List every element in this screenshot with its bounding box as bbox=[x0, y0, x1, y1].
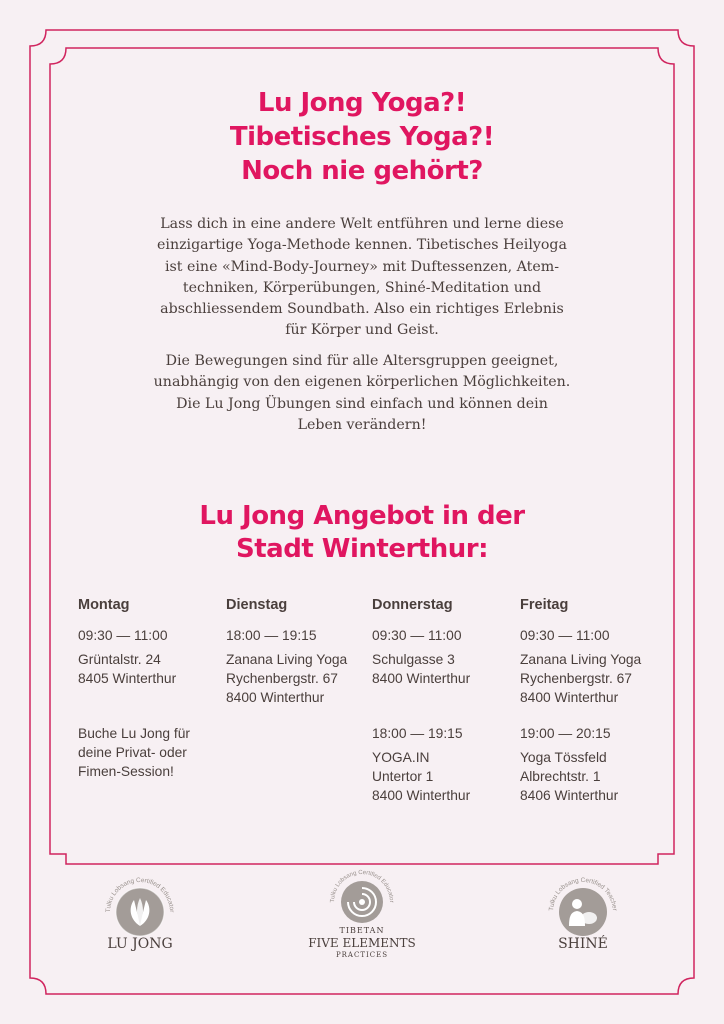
slot-time: 09:30 — 11:00 bbox=[520, 628, 610, 643]
intro-line: einzigartige Yoga-Methode kennen. Tibetisches Heilyoga bbox=[157, 237, 567, 254]
slot-time: 18:00 — 19:15 bbox=[372, 726, 463, 741]
slot-address: Yoga Tössfeld bbox=[520, 750, 607, 765]
note-line: deine Privat- oder bbox=[78, 745, 187, 760]
logo-name: SHINÉ bbox=[558, 936, 608, 952]
time-slot bbox=[372, 724, 470, 805]
slot-address: 8400 Winterthur bbox=[520, 690, 619, 705]
logo-line: FIVE ELEMENTS bbox=[308, 936, 416, 950]
slot-address: 8405 Winterthur bbox=[78, 671, 177, 686]
five-elements-logo bbox=[292, 864, 432, 974]
slot-address: 8406 Winterthur bbox=[520, 788, 619, 803]
offer-title bbox=[60, 500, 664, 566]
time-slot bbox=[520, 626, 641, 707]
slot-address: Rychenbergstr. 67 bbox=[226, 671, 338, 686]
intro-line: unabhängig von den eigenen körperlichen Möglichkeiten. bbox=[153, 374, 571, 391]
slot-address: Zanana Living Yoga bbox=[520, 652, 642, 667]
headline bbox=[60, 86, 664, 188]
time-slot bbox=[78, 626, 176, 688]
intro-line: für Körper und Geist. bbox=[285, 322, 439, 339]
slot-address: Albrechtstr. 1 bbox=[520, 769, 601, 784]
slot-address: YOGA.IN bbox=[372, 750, 430, 765]
headline-line-3: Noch nie gehört? bbox=[241, 156, 483, 186]
day-name: Dienstag bbox=[226, 597, 288, 613]
offer-title-line-1: Lu Jong Angebot in der bbox=[199, 501, 525, 531]
slot-address: Untertor 1 bbox=[372, 769, 434, 784]
booking-note bbox=[78, 724, 190, 781]
slot-address: 8400 Winterthur bbox=[372, 671, 471, 686]
slot-address: Grüntalstr. 24 bbox=[78, 652, 161, 667]
slot-time: 09:30 — 11:00 bbox=[78, 628, 168, 643]
day-name: Montag bbox=[78, 597, 130, 613]
note-line: Fimen-Session! bbox=[78, 764, 174, 779]
slot-address: 8400 Winterthur bbox=[226, 690, 325, 705]
intro-line: Lass dich in eine andere Welt entführen und lerne diese bbox=[160, 216, 564, 232]
intro-line: Die Lu Jong Übungen sind einfach und können dein bbox=[176, 395, 548, 412]
lu-jong-logo bbox=[70, 868, 210, 978]
intro-line: Die Bewegungen sind für alle Altersgruppen geeignet, bbox=[165, 353, 559, 369]
intro-line: techniken, Körperübungen, Shiné-Meditation und bbox=[182, 279, 542, 296]
intro-line: Leben verändern! bbox=[297, 416, 427, 433]
slot-time: 09:30 — 11:00 bbox=[372, 628, 462, 643]
shine-logo bbox=[513, 868, 653, 978]
day-name: Freitag bbox=[520, 597, 569, 613]
logo-line: TIBETAN bbox=[339, 926, 385, 935]
slot-address: Schulgasse 3 bbox=[372, 652, 455, 667]
intro-line: abschliessendem Soundbath. Also ein richtiges Erlebnis bbox=[160, 301, 564, 318]
slot-address: Rychenbergstr. 67 bbox=[520, 671, 632, 686]
day-name: Donnerstag bbox=[372, 597, 453, 613]
time-slot bbox=[372, 626, 470, 688]
logo-arc-text: Tulku Lobsang Certified Teacher bbox=[547, 876, 618, 912]
headline-line-1: Lu Jong Yoga?! bbox=[257, 88, 467, 118]
intro-line: ist eine «Mind-Body-Journey» mit Duftessenzen, Atem- bbox=[164, 258, 560, 275]
intro-paragraph-1 bbox=[110, 214, 614, 342]
logo-arc-text: Tulku Lobsang Certified Educator bbox=[104, 876, 176, 913]
headline-line-2: Tibetisches Yoga?! bbox=[229, 122, 495, 152]
slot-address: 8400 Winterthur bbox=[372, 788, 471, 803]
intro-paragraph-2 bbox=[110, 351, 614, 436]
time-slot bbox=[520, 724, 618, 805]
logo-name: LU JONG bbox=[107, 936, 173, 952]
logo-line: PRACTICES bbox=[335, 951, 389, 959]
offer-title-line-2: Stadt Winterthur: bbox=[236, 534, 488, 564]
logo-arc-text: Tulku Lobsang Certified Educator bbox=[329, 869, 395, 903]
slot-time: 19:00 — 20:15 bbox=[520, 726, 611, 741]
slot-address: Zanana Living Yoga bbox=[226, 652, 348, 667]
time-slot bbox=[226, 626, 347, 707]
note-line: Buche Lu Jong für bbox=[78, 726, 190, 741]
slot-time: 18:00 — 19:15 bbox=[226, 628, 317, 643]
